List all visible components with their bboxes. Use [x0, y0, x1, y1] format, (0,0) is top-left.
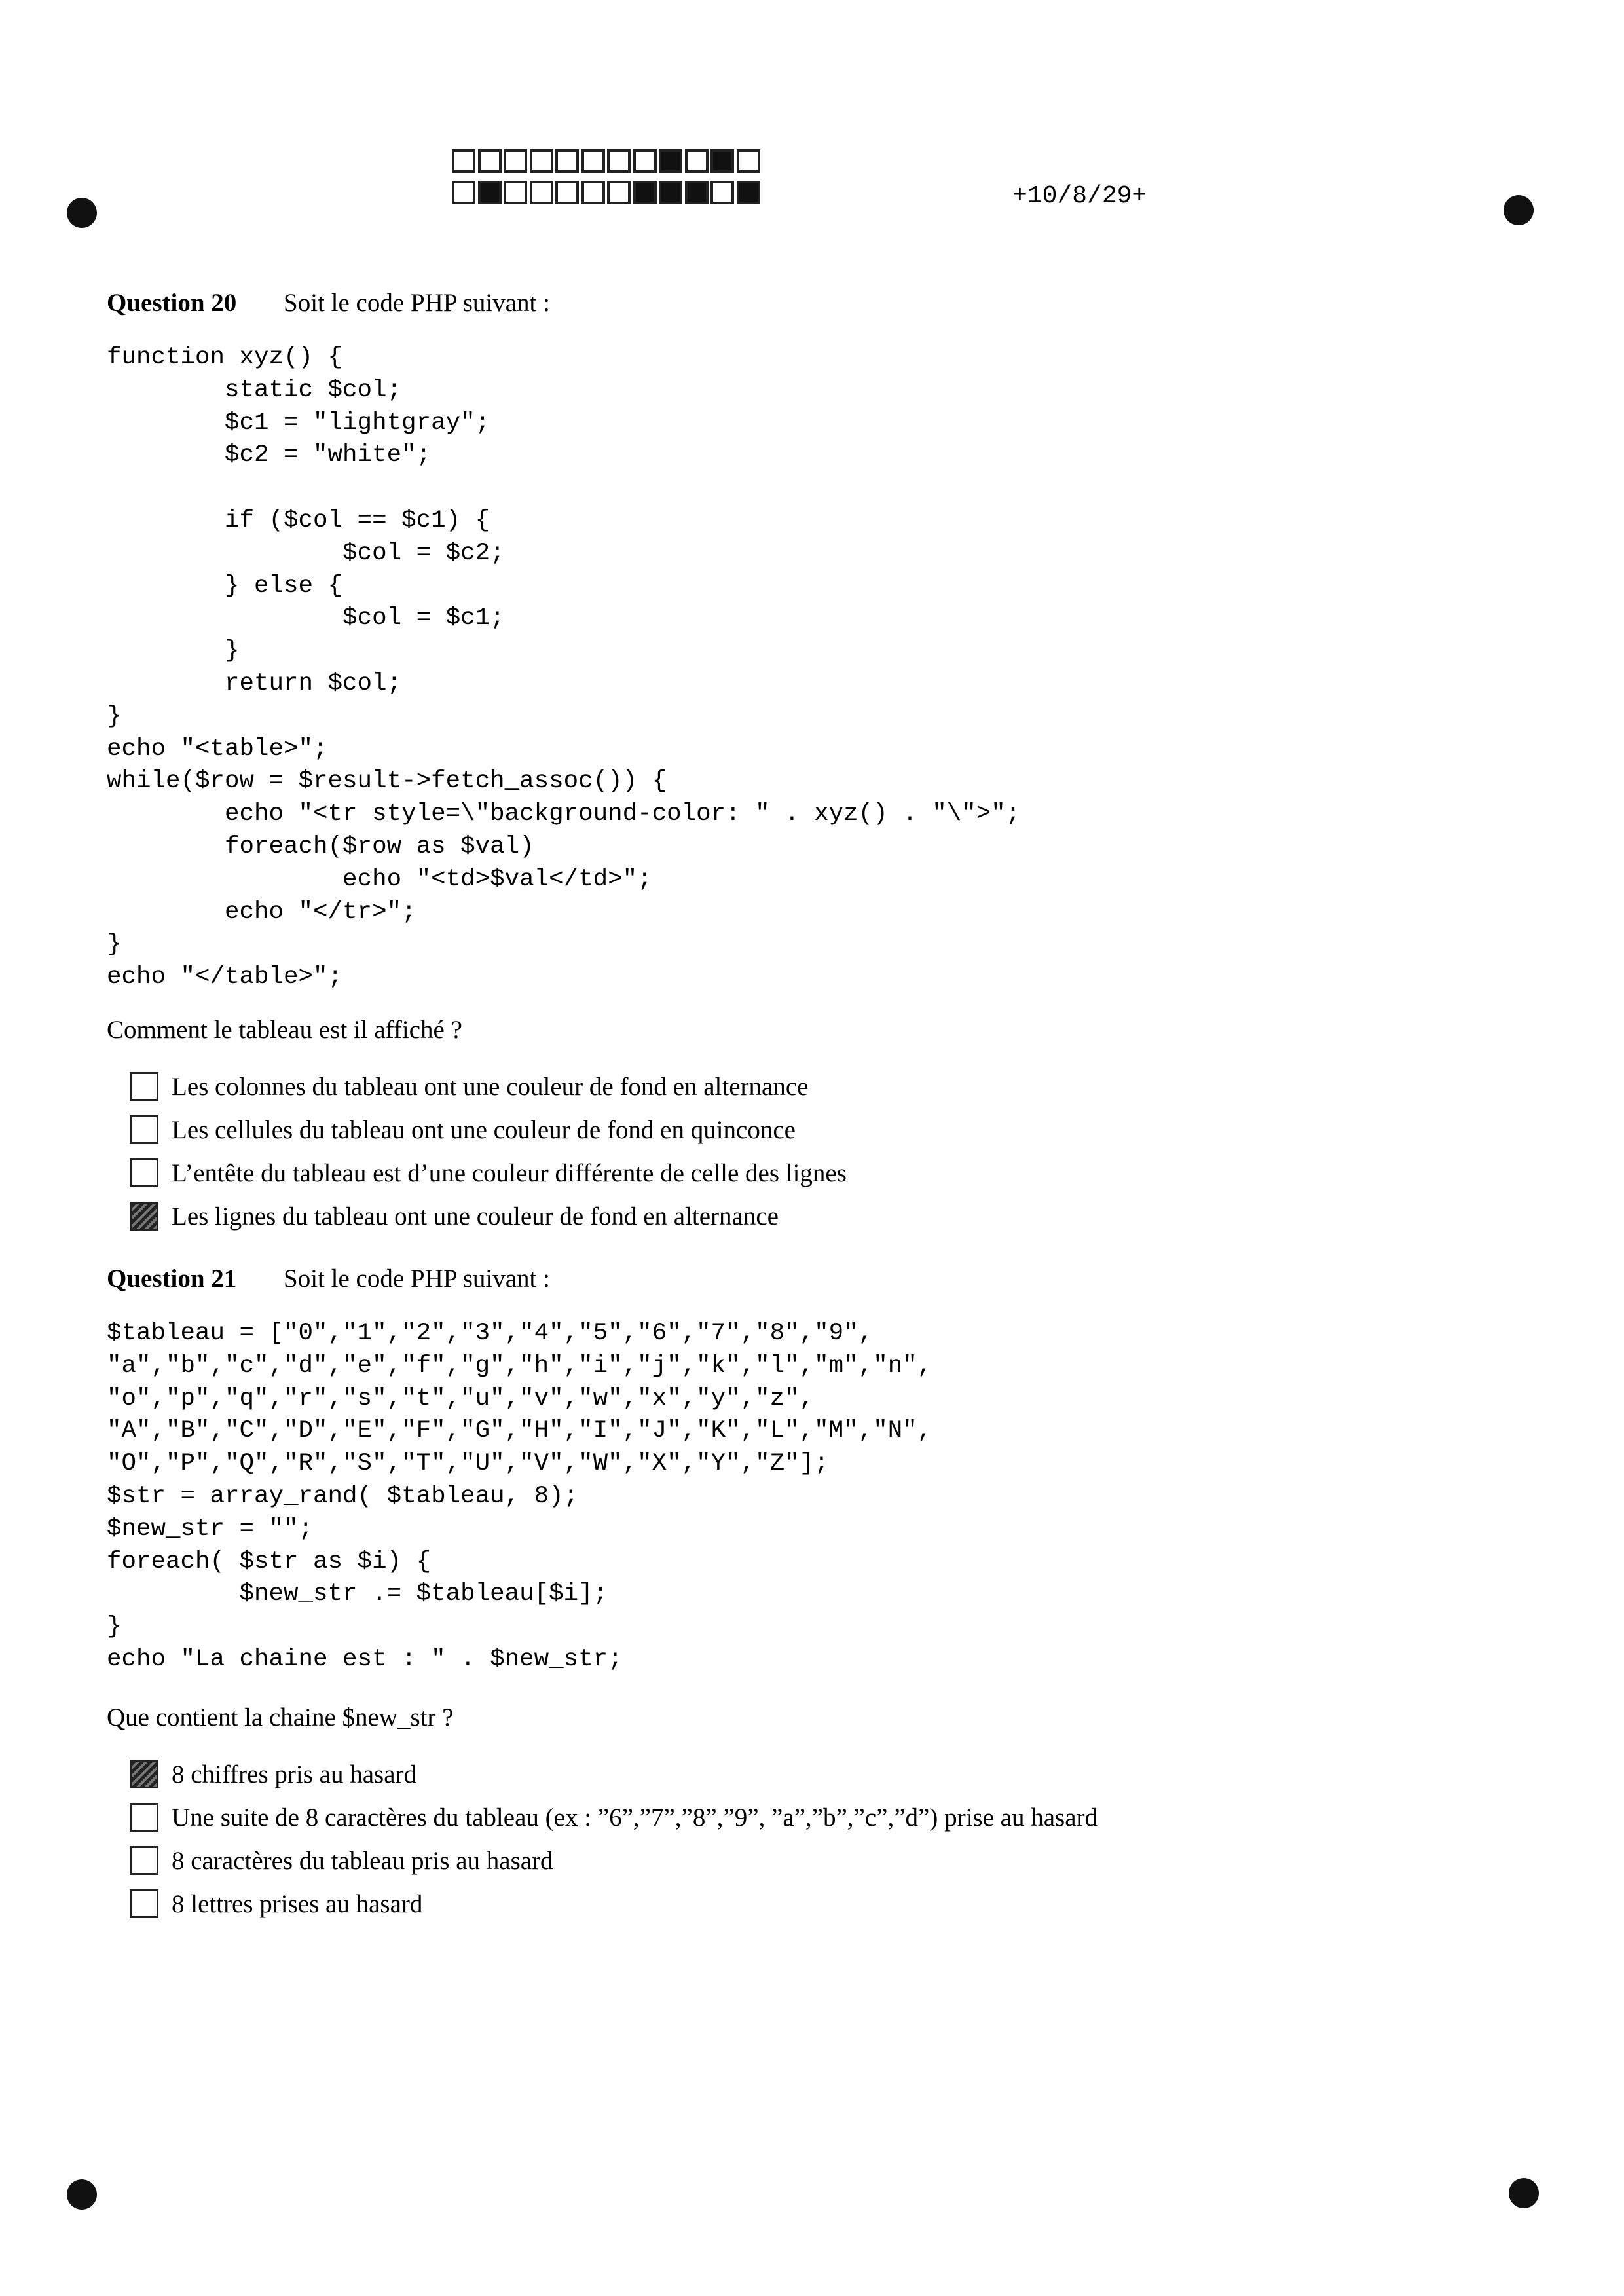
question-21-label: Question 21 [107, 1265, 237, 1293]
barcode-cell [737, 149, 760, 173]
question-21-answer[interactable] [130, 1796, 1098, 1839]
question-21-answer[interactable] [130, 1752, 1098, 1796]
question-20-answer[interactable] [130, 1194, 847, 1238]
barcode-cell [555, 149, 579, 173]
question-20-intro: Soit le code PHP suivant : [284, 289, 550, 317]
registration-mark-bottom-right [1509, 2178, 1539, 2208]
registration-mark-top-left [67, 198, 97, 228]
barcode-cell [685, 149, 709, 173]
answer-text: Les colonnes du tableau ont une couleur de fond en alternance [172, 1072, 809, 1101]
barcode-cell [581, 149, 605, 173]
answer-checkbox[interactable] [130, 1803, 158, 1832]
question-21-answer[interactable] [130, 1839, 1098, 1882]
barcode-cell [504, 181, 527, 204]
barcode-cell [478, 149, 502, 173]
question-20-answer[interactable] [130, 1108, 847, 1151]
question-21-header [107, 1264, 550, 1293]
answer-text: 8 lettres prises au hasard [172, 1889, 423, 1918]
question-21-intro: Soit le code PHP suivant : [284, 1265, 550, 1293]
registration-mark-top-right [1504, 195, 1534, 225]
barcode-cell [530, 149, 553, 173]
answer-checkbox[interactable] [130, 1202, 158, 1231]
barcode-cell [710, 149, 734, 173]
answer-checkbox[interactable] [130, 1115, 158, 1144]
barcode-cell [633, 181, 657, 204]
barcode-cell [504, 149, 527, 173]
barcode-cell [737, 181, 760, 204]
answer-text: Une suite de 8 caractères du tableau (ex : ”6”,”7”,”8”,”9”, ”a”,”b”,”c”,”d”) prise au hasard [172, 1803, 1098, 1832]
question-20-answers [130, 1065, 847, 1238]
answer-checkbox[interactable] [130, 1072, 158, 1101]
question-21-code: $tableau = ["0","1","2","3","4","5","6","7","8","9", "a","b","c","d","e","f","g","h","i","j","k","l","m","n", "o","p","q","r","s","t","u","v","w","x","y","z", "A","B","C","D","E","F","G","H","I","J","K","L","M","N", "O","P","Q","R","S","T","U","V","W","X","Y","Z"]; $str = array_rand( $tableau, 8); $new_str = ""; foreach( $str as $i) { $new_str .= $tableau[$i]; } echo "La chaine est : " . $new_str; [107, 1320, 932, 1673]
question-20-code: function xyz() { static $col; $c1 = "lightgray"; $c2 = "white"; if ($col == $c1) { $col = $c2; } else { $col = $c1; } return $col; } echo "<table>"; while($row = $result->fetch_assoc()) { echo "<tr style=\"background-color: " . xyz() . "\">"; foreach($row as $val) echo "<td>$val</td>"; echo "</tr>"; } echo "</table>"; [107, 344, 1021, 991]
answer-checkbox[interactable] [130, 1889, 158, 1918]
answer-checkbox[interactable] [130, 1158, 158, 1187]
barcode-cell [530, 181, 553, 204]
barcode-cell [555, 181, 579, 204]
question-20-answer[interactable] [130, 1151, 847, 1194]
barcode-cell [452, 149, 475, 173]
page-id-code: +10/8/29+ [1012, 182, 1147, 210]
question-20-prompt: Comment le tableau est il affiché ? [107, 1016, 462, 1044]
barcode-cell [659, 181, 682, 204]
barcode-cell [452, 181, 475, 204]
answer-checkbox[interactable] [130, 1760, 158, 1788]
question-20-answer[interactable] [130, 1065, 847, 1108]
barcode-cell [581, 181, 605, 204]
answer-text: Les lignes du tableau ont une couleur de fond en alternance [172, 1202, 779, 1231]
question-21-prompt: Que contient la chaine $new_str ? [107, 1703, 454, 1731]
barcode-cell [478, 181, 502, 204]
registration-mark-bottom-left [67, 2179, 97, 2210]
question-21-answers [130, 1752, 1098, 1925]
barcode-cell [659, 149, 682, 173]
question-21-answer[interactable] [130, 1882, 1098, 1925]
answer-checkbox[interactable] [130, 1846, 158, 1875]
answer-text: Les cellules du tableau ont une couleur de fond en quinconce [172, 1115, 796, 1144]
barcode-cell [710, 181, 734, 204]
barcode-cell [633, 149, 657, 173]
answer-text: 8 chiffres pris au hasard [172, 1760, 416, 1788]
barcode-cell [685, 181, 709, 204]
answer-text: L’entête du tableau est d’une couleur différente de celle des lignes [172, 1158, 847, 1187]
question-20-header [107, 288, 550, 318]
question-20-label: Question 20 [107, 289, 237, 317]
answer-text: 8 caractères du tableau pris au hasard [172, 1846, 553, 1875]
barcode-cell [607, 181, 631, 204]
barcode-cell [607, 149, 631, 173]
